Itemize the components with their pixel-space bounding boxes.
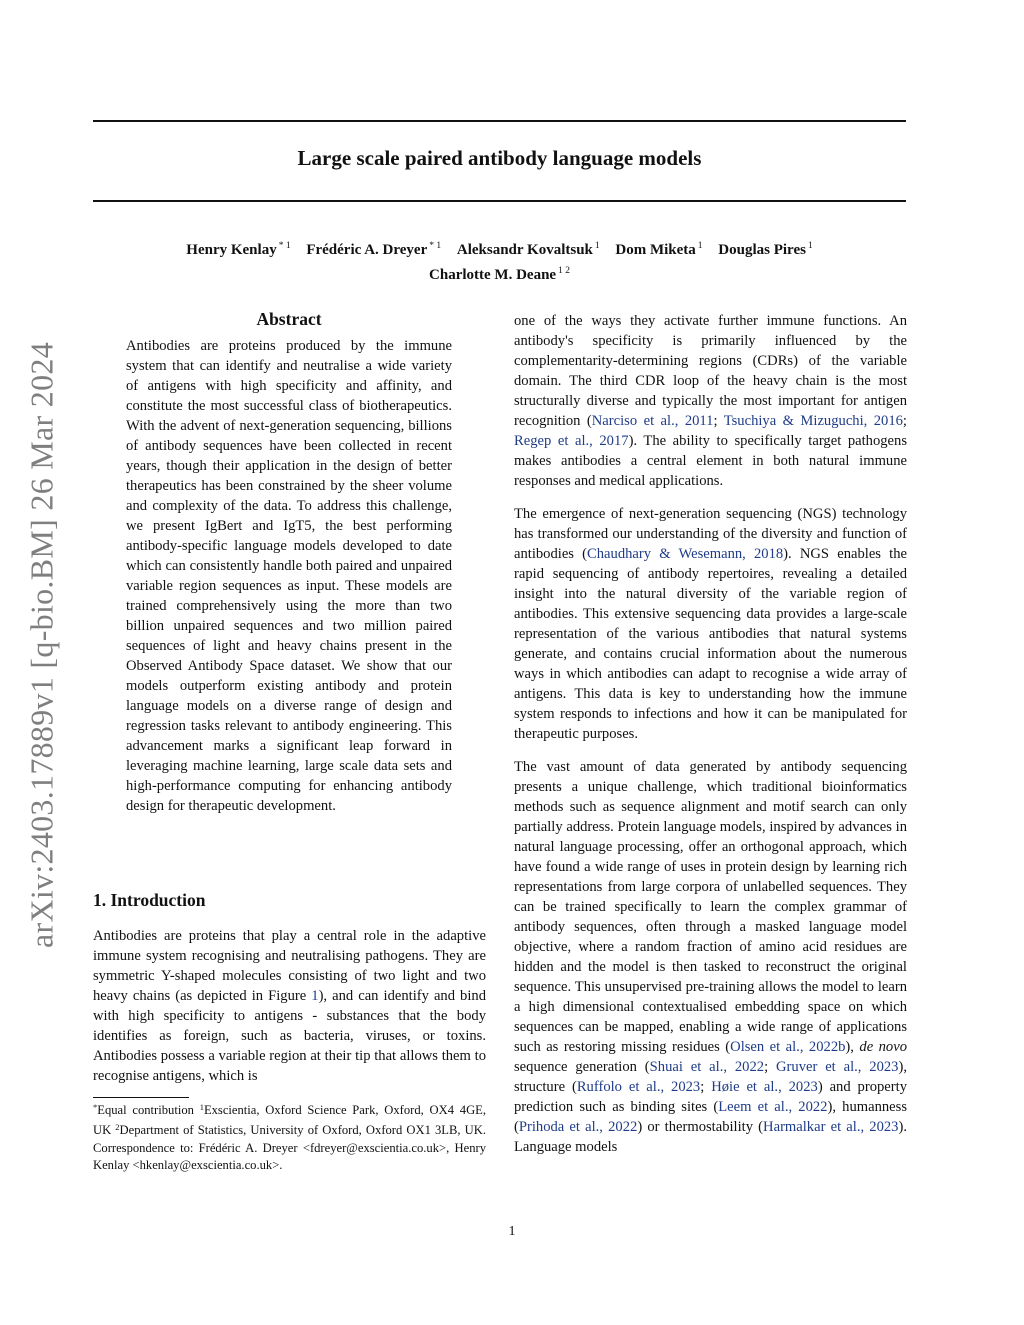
citation-link[interactable]: Harmalkar et al., 2023 — [763, 1119, 899, 1135]
author — [718, 242, 812, 258]
citation-link[interactable]: Shuai et al., 2022 — [649, 1059, 765, 1075]
author-affiliation: 1 — [594, 241, 600, 251]
citation-link[interactable]: Ruffolo et al., 2023 — [576, 1079, 701, 1095]
author-name: Charlotte M. Deane — [429, 267, 557, 283]
citation-link[interactable]: Olsen et al., 2022b — [730, 1039, 846, 1055]
citation-link[interactable]: Prihoda et al., 2022 — [518, 1119, 638, 1135]
abstract-text: Antibodies are proteins produced by the immune system that can identify and neutralise a wide variety of antigens with high specificity and affinity, and constitute the most successful class of biotherapeutics. With the advent of next-generation sequencing, billions of antibody sequences have been collected in recent years, though their application in the design of better therapeutics has been constrained by the sheer volume and complexity of the data. To address this challenge, we present IgBert and IgT5, the best performing antibody-specific language models developed to date which can consistently handle both paired and unpaired variable region sequences as input. These models are trained comprehensively using the more than two billion unpaired sequences and two million paired sequences of light and heavy chains present in the Observed Antibody Space dataset. We show that our models outperform existing antibody and protein language models on a diverse range of design and regression tasks relevant to antibody engineering. This advancement marks a significant leap forward in leveraging machine learning, large scale data sets and high-performance computing for enhancing antibody design for therapeutic development. — [126, 338, 452, 814]
author-affiliation: * 1 — [429, 241, 442, 251]
citation-link[interactable]: Høie et al., 2023 — [711, 1079, 818, 1095]
body-paragraph: one of the ways they activate further immune functions. An antibody's specificity is primarily influenced by the complementarity-determining regions (CDRs) of the variable domain. The third CDR loop of the heavy chain is the most structurally diverse and typically the most important for antigen recognition (Narciso et al., 2011; Tsuchiya & Mizuguchi, 2016; Regep et al., 2017). The ability to specifically target pathogens makes antibodies a central element in both natural immune responses and medical applications. — [514, 313, 908, 489]
author-name: Henry Kenlay — [186, 242, 277, 258]
author-affiliation: 1 — [807, 241, 813, 251]
right-column — [514, 311, 907, 1170]
author — [306, 242, 441, 258]
author-name: Dom Miketa — [615, 242, 696, 258]
body-paragraph: The vast amount of data generated by antibody sequencing presents a unique challenge, which traditional bioinformatics methods such as sequence alignment and motif search can only partially address. Protein language models, inspired by advances in natural language processing, offer an orthogonal approach, which have found a wide range of uses in protein design by learning rich representations from large corpora of unlabelled sequences. They can be trained specifically to learn the complex grammar of antibody sequences, often through a masked language model objective, where a random fraction of amino acid residues are hidden and the model is then tasked to reconstruct the original sequence. This unsupervised pre-training allows the model to learn a high dimensional contextualised embedding space on which sequences can be mapped, enabling a wide range of applications such as restoring missing residues (Olsen et al., 2022b), de novo sequence generation (Shuai et al., 2022; Gruver et al., 2023), structure (Ruffolo et al., 2023; Høie et al., 2023) and property prediction such as binding sites (Leem et al., 2022), humanness (Prihoda et al., 2022) or thermostability (Harmalkar et al., 2023). Language models — [514, 759, 907, 1155]
author-name: Aleksandr Kovaltsuk — [456, 242, 593, 258]
author — [186, 242, 290, 258]
author — [615, 242, 702, 258]
abstract-heading: Abstract — [256, 309, 322, 329]
citation-link[interactable]: Regep et al., 2017 — [514, 433, 629, 449]
title-rule-bottom — [93, 200, 906, 202]
introduction-paragraph: Antibodies are proteins that play a central role in the adaptive immune system recognising and neutralising pathogens. They are symmetric Y-shaped molecules consisting of two light and two heavy chains (as depicted in Figure 1), and can identify and bind with high specificity to antigens - substances that the body identifies as foreign, such as bacteria, viruses, or toxins. Antibodies possess a variable region at their tip that allows them to recognise antigens, which is — [93, 928, 486, 1084]
author — [429, 267, 570, 283]
author — [457, 242, 600, 258]
author-affiliation: 1 — [697, 241, 703, 251]
author-affiliation: 1 2 — [558, 266, 570, 276]
author-name: Douglas Pires — [718, 242, 806, 258]
citation-link[interactable]: Leem et al., 2022 — [718, 1099, 828, 1115]
page-number: 1 — [508, 1224, 516, 1239]
citation-link[interactable]: Narciso et al., 2011 — [591, 413, 714, 429]
introduction-heading: 1. Introduction — [93, 890, 206, 910]
author-name: Frédéric A. Dreyer — [306, 242, 428, 258]
footnote-divider — [93, 1097, 189, 1098]
author-list — [93, 236, 906, 286]
footnote: *Equal contribution $^1$Exscientia, Oxford Science Park, Oxford, OX4 4GE, UK $^2$Department of Statistics, University of Oxford, Oxford OX1 3LB, UK. Correspondence to: Frédéric A. Dreyer <fdreyer@exscientia.co.uk>, Henry Kenlay <hkenlay@exscientia.co.uk>. — [93, 1102, 487, 1172]
paper-title: Large scale paired antibody language models — [297, 146, 702, 170]
arxiv-identifier-stamp[interactable]: arXiv:2403.17889v1 [q-bio.BM] 26 Mar 2024 — [23, 341, 60, 949]
title-rule-top — [93, 120, 906, 122]
author-affiliation: * 1 — [278, 241, 291, 251]
citation-link[interactable]: Tsuchiya & Mizuguchi, 2016 — [723, 413, 903, 429]
body-paragraph: The emergence of next-generation sequencing (NGS) technology has transformed our understanding of the diversity and function of antibodies (Chaudhary & Wesemann, 2018). NGS enables the rapid sequencing of antibody repertoires, revealing a detailed insight into the natural diversity of the variable region of antibodies. This extensive sequencing data provides a large-scale representation of the various antibodies that natural systems generate, and contains crucial information about the numerous ways in which antibodies can adapt to recognise a wide array of antigens. This data is key to understanding how the immune system responds to infections and how it can be manipulated for therapeutic purposes. — [514, 506, 907, 742]
citation-link[interactable]: Gruver et al., 2023 — [776, 1059, 899, 1075]
figure-reference-link[interactable]: 1 — [311, 988, 319, 1004]
citation-link[interactable]: Chaudhary & Wesemann, 2018 — [587, 546, 784, 562]
